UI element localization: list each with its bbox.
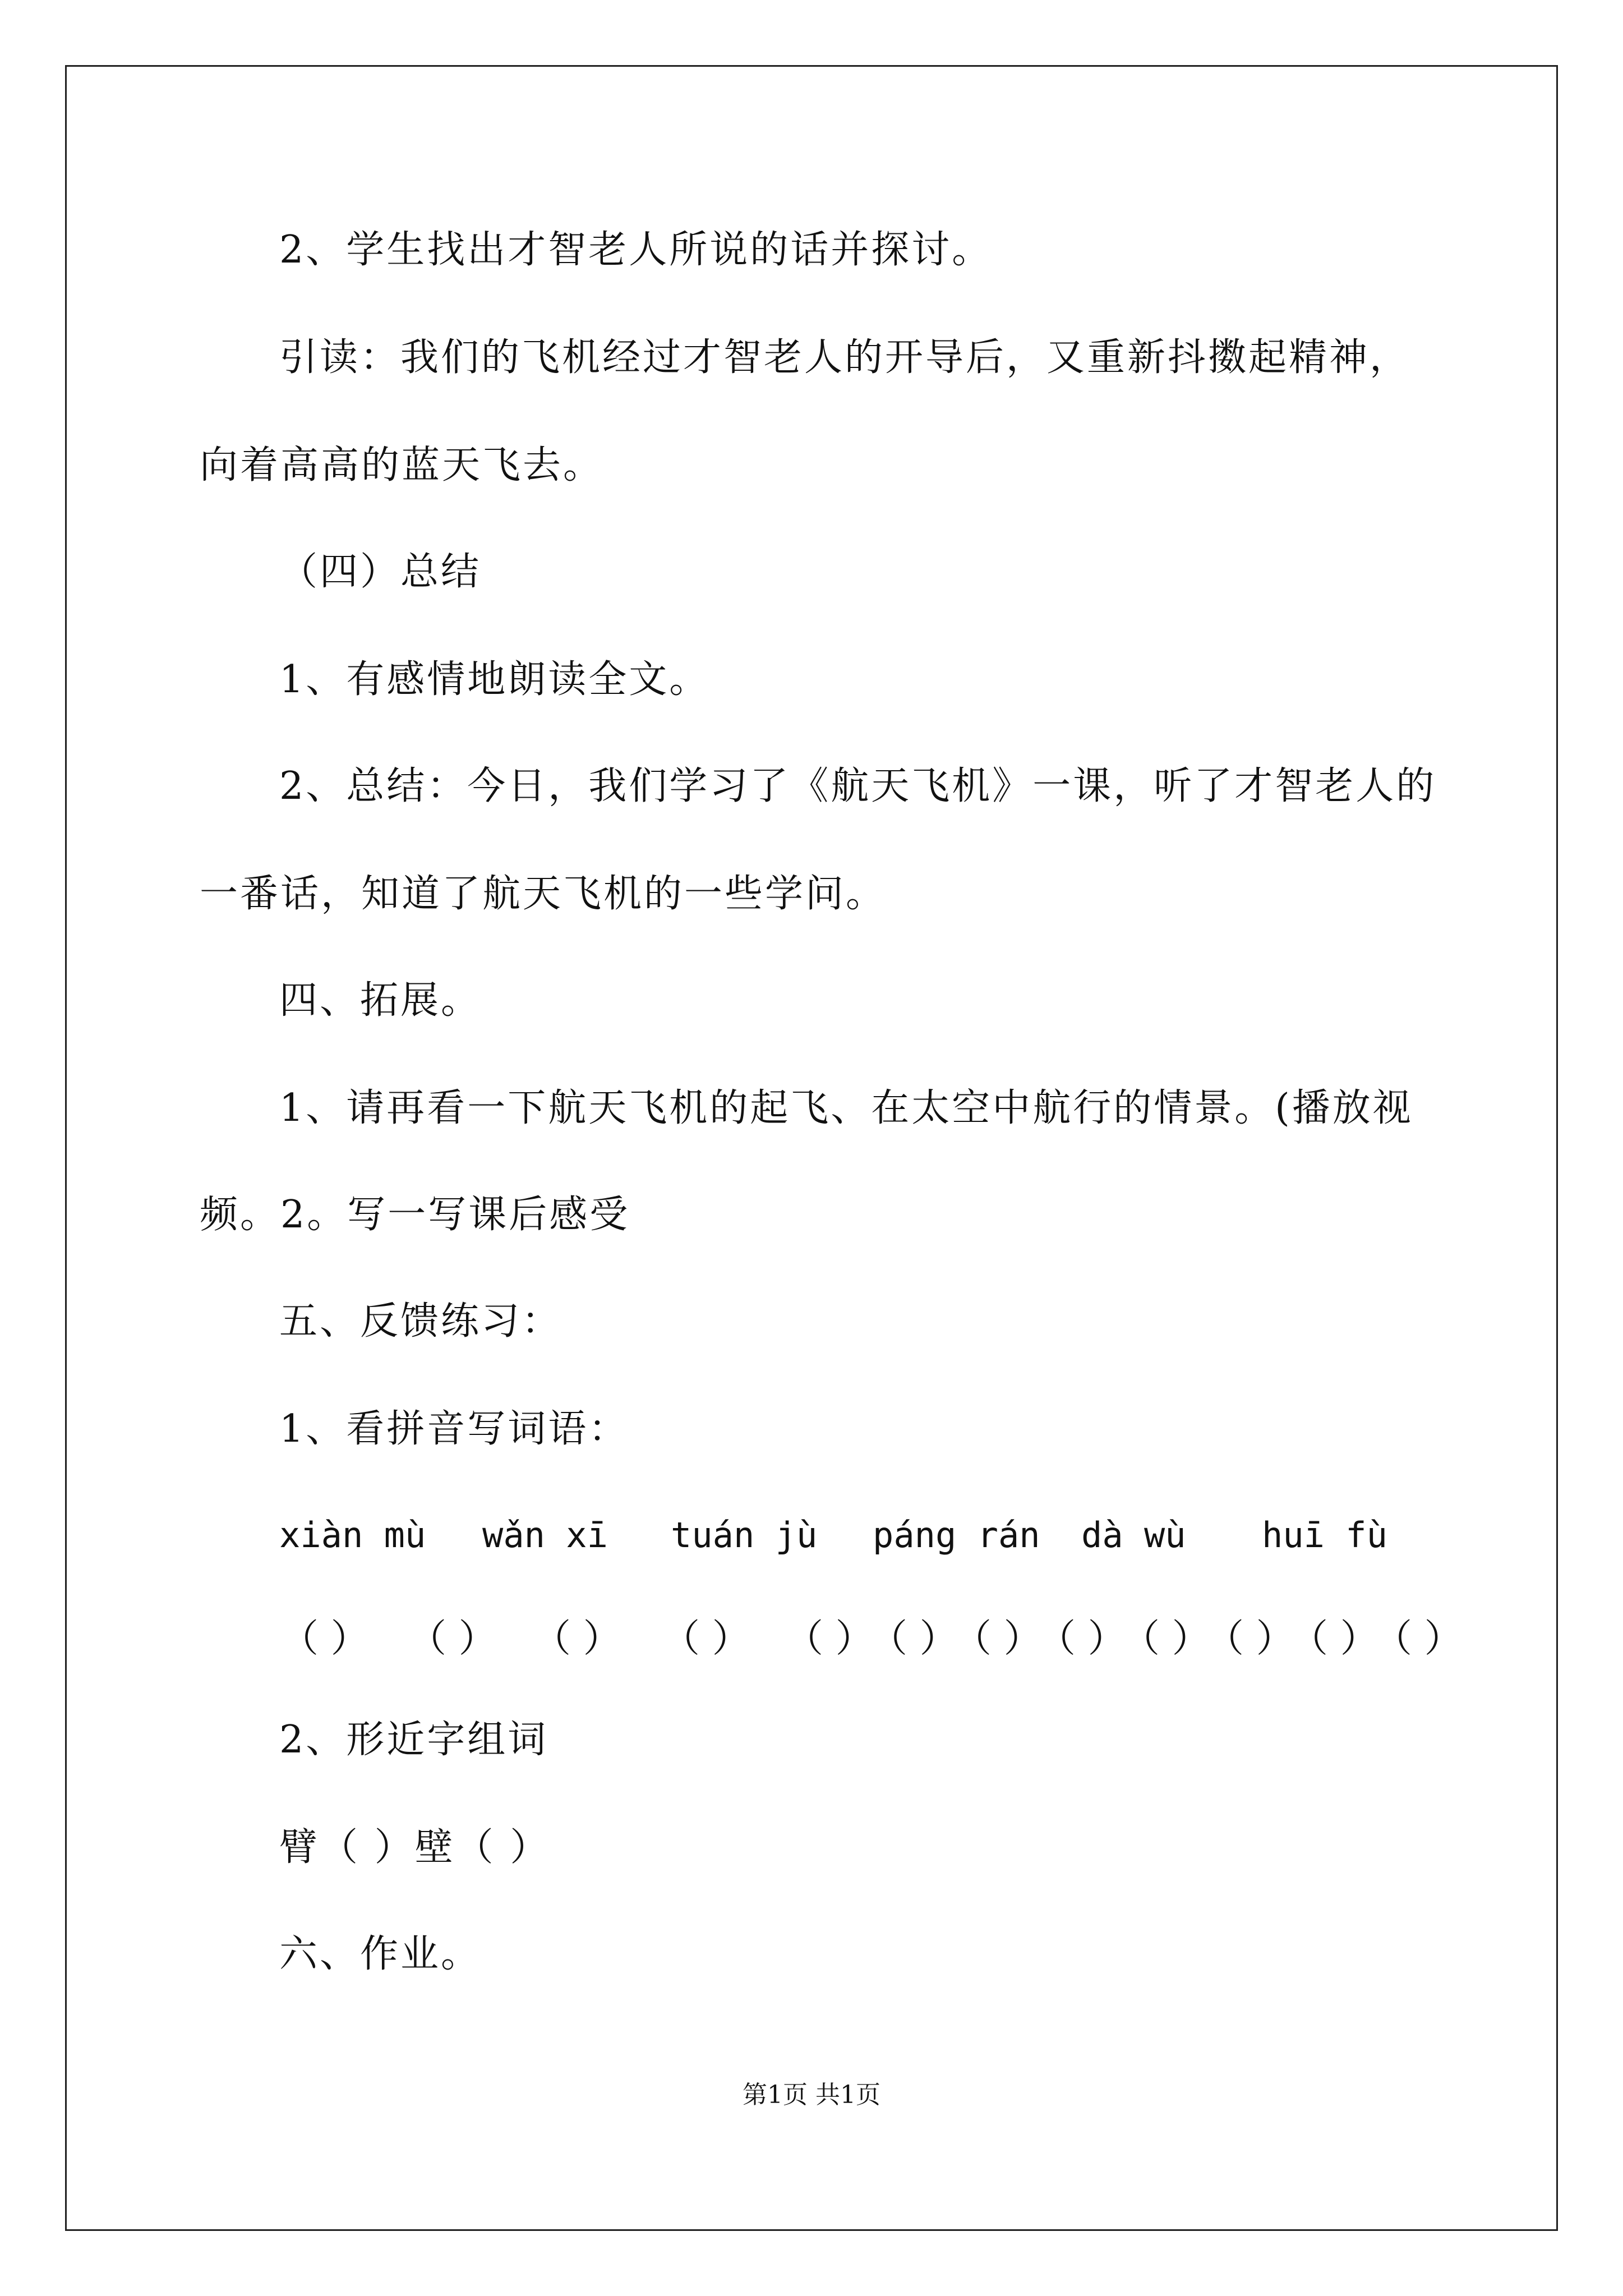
text-line-5: 1、有感情地朗读全文。: [279, 657, 710, 702]
answer-bracket: （ ）: [1206, 1617, 1294, 1661]
text-line-3: 向着高高的蓝天飞去。: [200, 443, 604, 487]
section-heading-homework: 六、作业。: [279, 1932, 482, 1976]
text-line-6: 2、总结：今日，我们学习了《航天飞机》一课，听了才智老人的: [279, 764, 1437, 808]
text-line-1: 2、学生找出才智老人所说的话并探讨。: [279, 228, 993, 272]
pinyin-item: tuán jù: [671, 1515, 818, 1556]
text-line-7: 一番话，知道了航天飞机的一些学问。: [200, 872, 887, 916]
answer-bracket: （ ）: [408, 1617, 497, 1661]
text-line-10: 频。2。写一写课后感受: [200, 1193, 630, 1237]
section-heading-summary: （四）总结: [279, 550, 482, 594]
answer-bracket: （ ）: [280, 1617, 369, 1661]
pinyin-item: wǎn xī: [482, 1515, 608, 1556]
text-line-14: 臂（ ）壁（ ）: [279, 1825, 551, 1870]
page-footer: 第1页 共1页: [743, 2081, 880, 2109]
answer-brackets-row: [0, 1617, 1623, 1665]
pinyin-item: huī fù: [1262, 1515, 1387, 1556]
pinyin-item: páng rán: [873, 1515, 1040, 1556]
text-line-2: 引读：我们的飞机经过才智老人的开导后，又重新抖擞起精神，: [279, 335, 1410, 380]
section-heading-extension: 四、拓展。: [279, 978, 482, 1023]
answer-bracket: （ ）: [1290, 1617, 1378, 1661]
answer-bracket: （ ）: [662, 1617, 750, 1661]
pinyin-row: [0, 1515, 1623, 1563]
text-line-13: 2、形近字组词: [279, 1718, 548, 1762]
page-border: [65, 65, 1558, 2231]
answer-bracket: （ ）: [1122, 1617, 1210, 1661]
text-line-9: 1、请再看一下航天飞机的起飞、在太空中航行的情景。(播放视: [279, 1086, 1413, 1130]
section-heading-exercise: 五、反馈练习：: [279, 1299, 562, 1343]
answer-bracket: （ ）: [869, 1617, 958, 1661]
pinyin-item: xiàn mù: [279, 1515, 426, 1556]
pinyin-item: dà wù: [1081, 1515, 1186, 1556]
answer-bracket: （ ）: [785, 1617, 874, 1661]
answer-bracket: （ ）: [953, 1617, 1042, 1661]
text-line-12: 1、看拼音写词语：: [279, 1407, 629, 1451]
answer-bracket: （ ）: [1374, 1617, 1463, 1661]
answer-bracket: （ ）: [533, 1617, 621, 1661]
answer-bracket: （ ）: [1038, 1617, 1126, 1661]
